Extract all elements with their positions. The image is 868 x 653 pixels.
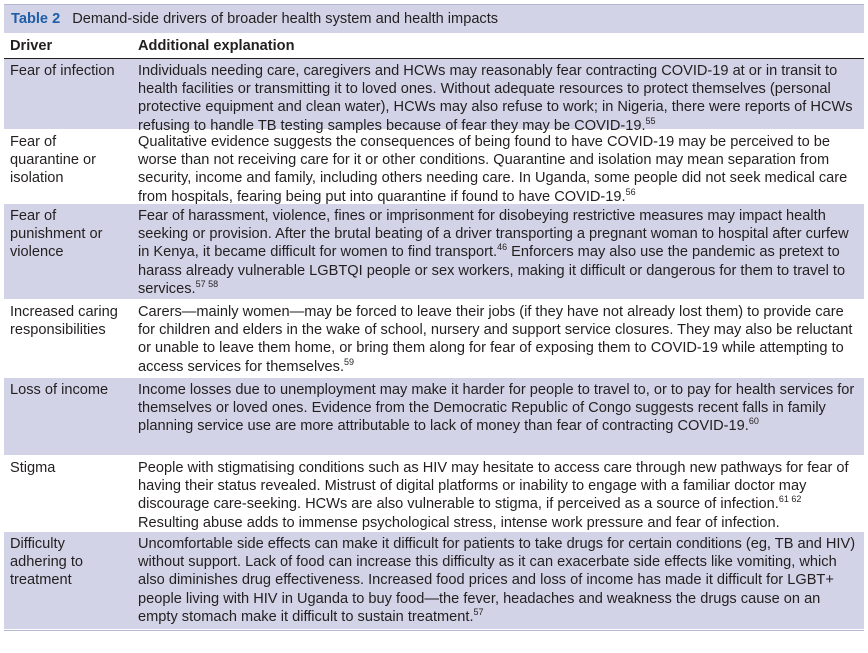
driver-cell: Fear of infection	[10, 63, 115, 79]
explanation-text: Income losses due to unemployment may make it harder for people to travel to, or to pay for health services for themselves or loved ones. Evidence from the Democratic Republic of Congo suggests recent falls in family planning service use are more attributable to lack of money than fear of contracting COVID-19.	[138, 382, 855, 435]
driver-cell: Stigma	[10, 460, 56, 476]
table-row	[4, 456, 864, 532]
reference: 57	[473, 606, 484, 617]
reference: 57 58	[195, 278, 219, 289]
table-2	[4, 4, 864, 631]
explanation-cell	[129, 303, 864, 373]
reference: 59	[344, 356, 355, 367]
table-row	[4, 130, 864, 204]
table-title: Demand-side drivers of broader health system and health impacts	[72, 11, 499, 27]
explanation-cell	[129, 62, 864, 134]
driver-cell: Increased caring responsibilities	[10, 304, 118, 339]
table-bottom-rule	[4, 630, 864, 631]
driver-cell: Difficulty adhering to treatment	[10, 536, 84, 589]
explanation-cell	[129, 207, 864, 295]
table-label: Table 2	[11, 11, 61, 27]
driver-cell: Fear of punishment or violence	[10, 208, 103, 261]
header-explanation: Additional explanation	[138, 37, 295, 54]
explanation-text: Individuals needing care, caregivers and HCWs may reasonably fear contracting COVID-19 at or in transit to health facilities or transmitting it to loved ones. Without adequate resources to protect themselves (personal protective equipment and clean water), HCWs may also refuse to work; in Nigeria, there were reports of HCWs refusing to handle TB testing samples because of fear they may be COVID-19.	[138, 63, 853, 134]
explanation-cell	[129, 459, 864, 531]
explanation-text: People with stigmatising conditions such as HIV may hesitate to access care through new pathways for fear of having their status revealed. Mistrust of digital platforms or inability to engage with a familiar doctor may discourage care-seeking. HCWs are also vulnerable to stigma, if perceived as a source of infection.	[138, 460, 849, 513]
driver-cell: Fear of quarantine or isolation	[10, 134, 97, 187]
table-row	[4, 378, 864, 456]
explanation-text: Qualitative evidence suggests the consequences of being found to have COVID-19 may be perceived to be worse than not receiving care for it or other conditions. Quarantine and isolation may mean separation from security, income and family, including others needing care. In Uganda, some people did not seek medical care from hospitals, fearing being put into quarantine if found to have COVID-19.	[138, 134, 848, 205]
reference: 46	[497, 242, 508, 253]
explanation-text: Fear of harassment, violence, fines or imprisonment for disobeying restrictive measures may impact health seeking or provision. After the brutal beating of a driver transporting a pregnant woman to hospital after curfew in Kenya, it became difficult for women to find transport.	[138, 208, 849, 261]
table-row	[4, 59, 864, 134]
reference: 56	[625, 186, 636, 197]
table-row	[4, 532, 864, 630]
reference: 61 62	[778, 494, 802, 505]
header-driver: Driver	[10, 37, 53, 54]
table-row	[4, 204, 864, 300]
explanation-text-continued: Resulting abuse adds to immense psychological stress, intense work pressure and fear of infection.	[138, 514, 780, 531]
explanation-text: Uncomfortable side effects can make it difficult for patients to take drugs for certain conditions (eg, TB and HIV) without support. Lack of food can increase this difficulty as it can exacerbate side effects like vomiting, which also diminishes drug effectiveness. Increased food prices and loss of income has made it difficult for LGBT+ people living with HIV in Uganda to buy food—the fever, headaches and weakness the drugs cause on an empty stomach make it difficult to sustain treatment.	[138, 536, 856, 625]
table-header-row	[4, 33, 864, 59]
reference: 60	[748, 416, 759, 427]
table-row	[4, 300, 864, 378]
driver-cell: Loss of income	[10, 382, 109, 398]
reference: 55	[645, 115, 656, 126]
explanation-text: Carers—mainly women—may be forced to leave their jobs (if they have not already lost them) to provide care for children and elders in the wake of school, nursery and support service closures. They may also be reluctant or unable to leave them home, or bring them along for fear of exposing them to COVID-19 while attempting to access services for themselves.	[138, 304, 853, 375]
explanation-cell	[129, 381, 864, 451]
explanation-cell	[129, 535, 864, 625]
explanation-text-continued: Enforcers may also use the pandemic as pretext to harass already vulnerable LGBTQI people or sex workers, making it difficult or dangerous for them to travel to services.	[138, 244, 846, 297]
explanation-cell	[129, 133, 864, 205]
table-caption	[4, 4, 864, 33]
